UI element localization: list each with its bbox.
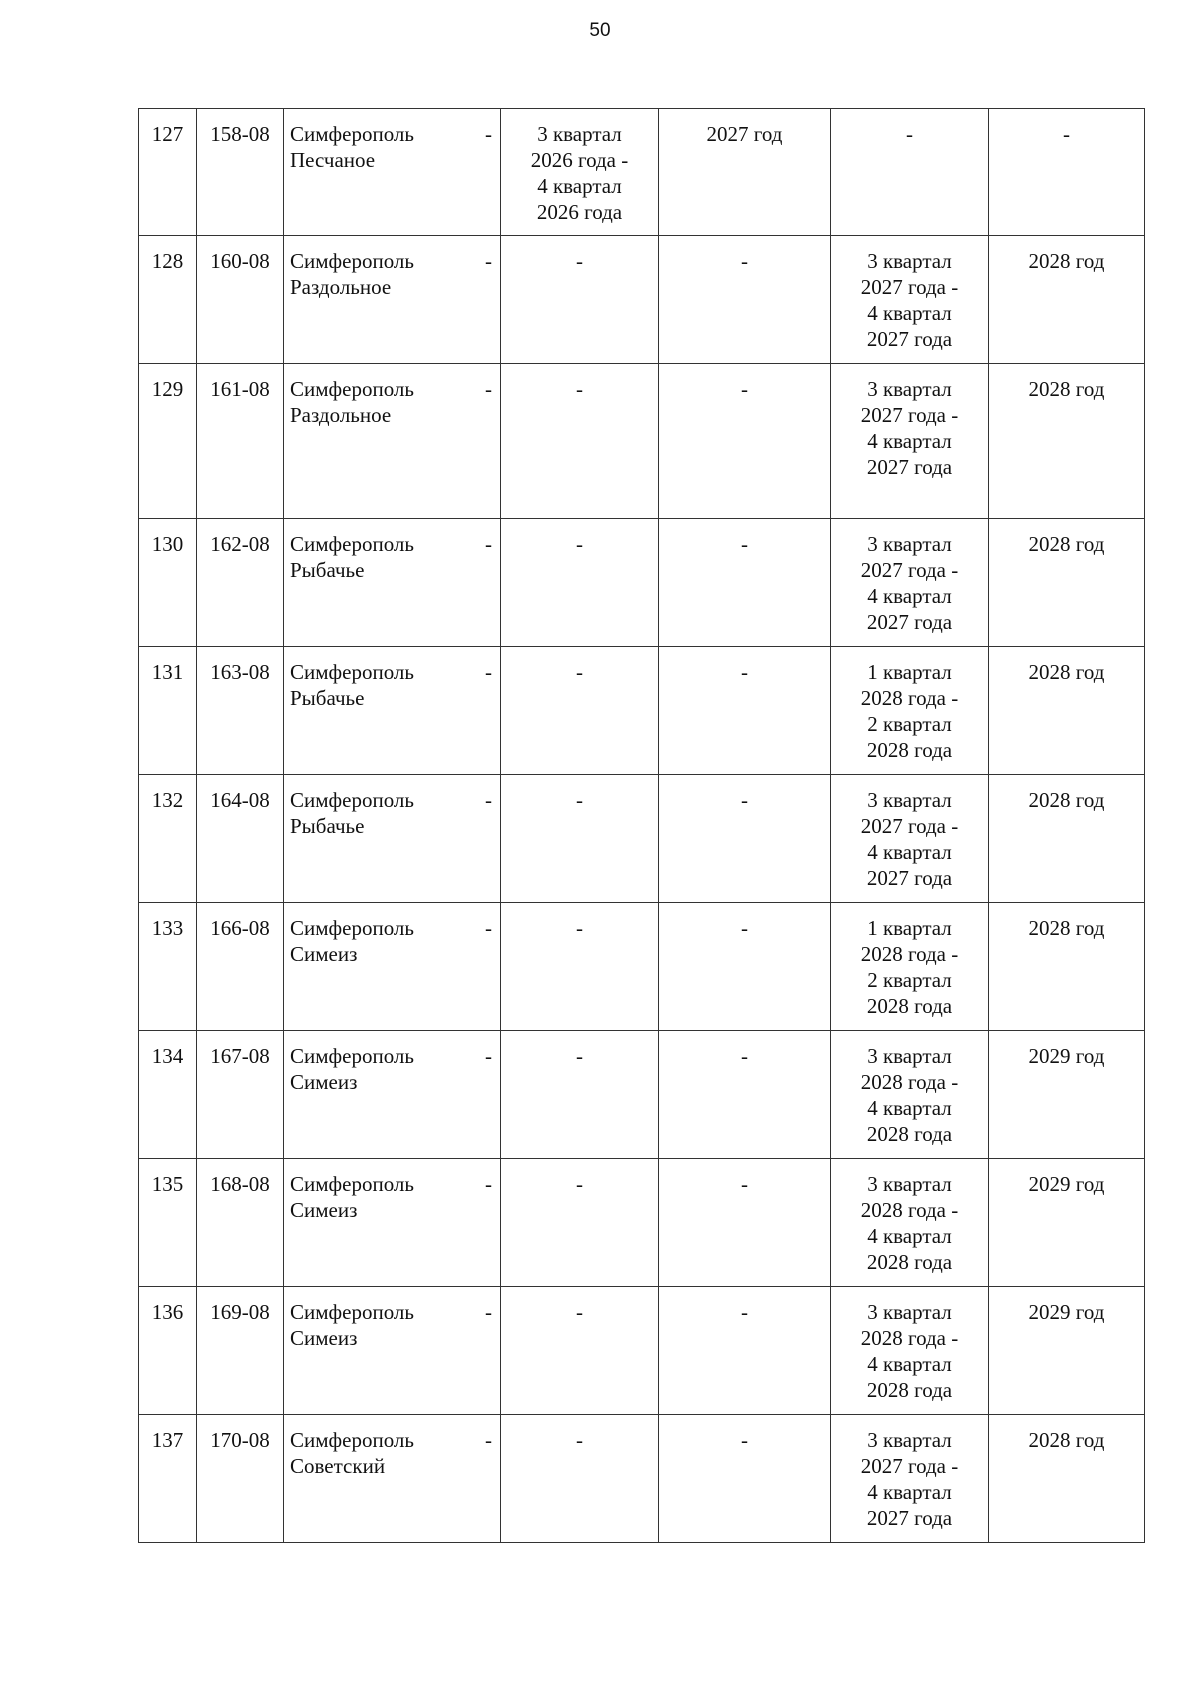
period-cell: [989, 1031, 1145, 1159]
route-code-cell: [197, 1287, 284, 1415]
route-name-cell: [284, 1031, 501, 1159]
route-code-cell: [197, 1415, 284, 1543]
period-cell: [659, 236, 831, 364]
table-row: [139, 775, 1145, 903]
period-text: 2027 года -: [860, 558, 959, 582]
period-cell: [989, 109, 1145, 236]
period-text: 2026 года -: [530, 148, 629, 172]
table-row: [139, 109, 1145, 236]
route-code: 163-08: [210, 660, 270, 684]
route-name-cell: [284, 519, 501, 647]
period-cell: [989, 519, 1145, 647]
period-text: 1 квартал: [867, 916, 952, 940]
route-separator: -: [485, 788, 492, 812]
period-cell: [501, 364, 659, 519]
route-destination: Песчаное: [290, 148, 376, 172]
row-number: 133: [151, 916, 184, 940]
period-text: 4 квартал: [867, 1352, 952, 1376]
table-row: [139, 519, 1145, 647]
period-text: 3 квартал: [867, 249, 952, 273]
table-row: [139, 647, 1145, 775]
period-cell: [831, 1415, 989, 1543]
period-text: 2027 года -: [860, 403, 959, 427]
period-text: 2026 года: [536, 200, 623, 224]
period-text: 4 квартал: [867, 1224, 952, 1248]
row-number-cell: [139, 647, 197, 775]
period-text: 3 квартал: [867, 377, 952, 401]
period-cell: [659, 109, 831, 236]
period-text: 3 квартал: [867, 788, 952, 812]
period-text: 1 квартал: [867, 660, 952, 684]
period-cell: [501, 1287, 659, 1415]
period-cell: [989, 775, 1145, 903]
period-text: 3 квартал: [867, 532, 952, 556]
period-cell: [659, 1287, 831, 1415]
route-destination: Симеиз: [290, 1070, 358, 1094]
period-text: 2027 года: [866, 1506, 953, 1530]
route-code-cell: [197, 1159, 284, 1287]
route-destination: Раздольное: [290, 275, 392, 299]
route-code-cell: [197, 775, 284, 903]
period-text: -: [906, 122, 913, 146]
period-text: 2028 год: [1028, 660, 1105, 684]
route-origin: Симферополь: [290, 377, 414, 401]
period-text: 2027 года: [866, 866, 953, 890]
period-text: -: [576, 1428, 583, 1452]
period-cell: [989, 1159, 1145, 1287]
period-text: 2029 год: [1028, 1044, 1105, 1068]
route-separator: -: [485, 1428, 492, 1452]
period-text: 2028 года: [866, 1250, 953, 1274]
period-text: -: [741, 916, 748, 940]
route-origin: Симферополь: [290, 916, 414, 940]
period-cell: [501, 236, 659, 364]
table-row: [139, 903, 1145, 1031]
route-destination: Симеиз: [290, 942, 358, 966]
route-destination: Рыбачье: [290, 686, 365, 710]
route-separator: -: [485, 1172, 492, 1196]
period-text: 2028 года -: [860, 942, 959, 966]
period-text: -: [741, 249, 748, 273]
period-text: 2028 год: [1028, 916, 1105, 940]
period-text: -: [741, 1044, 748, 1068]
period-cell: [831, 647, 989, 775]
route-separator: -: [485, 377, 492, 401]
period-text: 2028 года: [866, 738, 953, 762]
period-text: 3 квартал: [867, 1044, 952, 1068]
period-text: 2028 год: [1028, 249, 1105, 273]
period-text: 2028 года -: [860, 1070, 959, 1094]
period-text: 2 квартал: [867, 712, 952, 736]
route-separator: -: [485, 916, 492, 940]
period-text: -: [741, 1428, 748, 1452]
row-number-cell: [139, 519, 197, 647]
period-text: 2028 года: [866, 1378, 953, 1402]
period-cell: [831, 519, 989, 647]
period-text: -: [741, 660, 748, 684]
table-row: [139, 1159, 1145, 1287]
route-origin: Симферополь: [290, 249, 414, 273]
row-number: 129: [151, 377, 184, 401]
period-text: 3 квартал: [537, 122, 622, 146]
route-code: 168-08: [210, 1172, 270, 1196]
period-cell: [831, 236, 989, 364]
period-text: 2028 года -: [860, 1326, 959, 1350]
route-origin: Симферополь: [290, 532, 414, 556]
period-text: 2028 год: [1028, 788, 1105, 812]
period-text: -: [1063, 122, 1070, 146]
period-text: 2028 год: [1028, 1428, 1105, 1452]
route-origin: Симферополь: [290, 1428, 414, 1452]
period-text: 2028 года -: [860, 686, 959, 710]
period-cell: [831, 364, 989, 519]
period-cell: [501, 1415, 659, 1543]
period-text: 3 квартал: [867, 1428, 952, 1452]
period-cell: [501, 1031, 659, 1159]
route-destination: Советский: [290, 1454, 386, 1478]
route-code: 161-08: [210, 377, 270, 401]
route-origin: Симферополь: [290, 660, 414, 684]
period-text: 2 квартал: [867, 968, 952, 992]
route-origin: Симферополь: [290, 122, 414, 146]
table-row: [139, 364, 1145, 519]
route-separator: -: [485, 1044, 492, 1068]
period-text: -: [741, 1172, 748, 1196]
period-text: 2029 год: [1028, 1172, 1105, 1196]
route-separator: -: [485, 122, 492, 146]
period-cell: [659, 1159, 831, 1287]
route-code-cell: [197, 519, 284, 647]
route-name-cell: [284, 364, 501, 519]
period-cell: [501, 1159, 659, 1287]
period-text: 2027 года -: [860, 1454, 959, 1478]
period-cell: [989, 1415, 1145, 1543]
period-text: 2027 года: [866, 455, 953, 479]
route-destination: Симеиз: [290, 1326, 358, 1350]
period-text: -: [741, 1300, 748, 1324]
period-text: 4 квартал: [867, 301, 952, 325]
route-code: 169-08: [210, 1300, 270, 1324]
row-number: 137: [151, 1428, 184, 1452]
period-text: -: [576, 1300, 583, 1324]
period-text: 2027 года -: [860, 275, 959, 299]
period-text: -: [576, 916, 583, 940]
table-row: [139, 1415, 1145, 1543]
row-number: 128: [151, 249, 184, 273]
row-number-cell: [139, 903, 197, 1031]
route-origin: Симферополь: [290, 788, 414, 812]
route-destination: Симеиз: [290, 1198, 358, 1222]
period-text: 2028 год: [1028, 532, 1105, 556]
period-text: -: [741, 532, 748, 556]
period-cell: [989, 647, 1145, 775]
route-code-cell: [197, 364, 284, 519]
period-text: 2027 года: [866, 327, 953, 351]
period-cell: [659, 1031, 831, 1159]
period-cell: [659, 903, 831, 1031]
period-cell: [501, 109, 659, 236]
table-row: [139, 1031, 1145, 1159]
period-cell: [989, 1287, 1145, 1415]
row-number: 134: [151, 1044, 184, 1068]
route-code-cell: [197, 1031, 284, 1159]
route-name-cell: [284, 903, 501, 1031]
period-text: -: [576, 377, 583, 401]
route-name-cell: [284, 1415, 501, 1543]
period-cell: [831, 1159, 989, 1287]
row-number: 132: [151, 788, 184, 812]
page-number: 50: [589, 20, 611, 41]
table-row: [139, 1287, 1145, 1415]
route-code: 160-08: [210, 249, 270, 273]
row-number-cell: [139, 109, 197, 236]
row-number-cell: [139, 1415, 197, 1543]
period-text: -: [741, 377, 748, 401]
period-text: -: [576, 660, 583, 684]
period-cell: [501, 775, 659, 903]
period-cell: [989, 364, 1145, 519]
row-number: 130: [151, 532, 184, 556]
period-cell: [659, 364, 831, 519]
period-cell: [831, 775, 989, 903]
route-destination: Раздольное: [290, 403, 392, 427]
period-text: 2027 год: [706, 122, 783, 146]
period-text: 2028 года -: [860, 1198, 959, 1222]
period-text: 3 квартал: [867, 1300, 952, 1324]
period-text: 2029 год: [1028, 1300, 1105, 1324]
period-text: -: [576, 1044, 583, 1068]
route-code-cell: [197, 109, 284, 236]
route-destination: Рыбачье: [290, 558, 365, 582]
route-code: 166-08: [210, 916, 270, 940]
period-text: 2028 года: [866, 1122, 953, 1146]
route-code: 162-08: [210, 532, 270, 556]
route-separator: -: [485, 249, 492, 273]
route-code: 164-08: [210, 788, 270, 812]
route-code-cell: [197, 236, 284, 364]
route-code: 167-08: [210, 1044, 270, 1068]
row-number-cell: [139, 1287, 197, 1415]
period-text: 2028 год: [1028, 377, 1105, 401]
route-name-cell: [284, 109, 501, 236]
route-origin: Симферополь: [290, 1044, 414, 1068]
route-destination: Рыбачье: [290, 814, 365, 838]
period-cell: [501, 519, 659, 647]
row-number-cell: [139, 236, 197, 364]
row-number: 135: [151, 1172, 184, 1196]
period-text: -: [576, 532, 583, 556]
row-number-cell: [139, 775, 197, 903]
period-text: 2027 года: [866, 610, 953, 634]
route-code-cell: [197, 647, 284, 775]
period-cell: [659, 775, 831, 903]
route-separator: -: [485, 1300, 492, 1324]
period-cell: [831, 1031, 989, 1159]
period-cell: [831, 109, 989, 236]
period-cell: [659, 647, 831, 775]
route-origin: Симферополь: [290, 1300, 414, 1324]
route-name-cell: [284, 647, 501, 775]
row-number: 127: [151, 122, 184, 146]
period-text: 3 квартал: [867, 1172, 952, 1196]
period-text: 4 квартал: [867, 584, 952, 608]
route-code: 158-08: [210, 122, 270, 146]
period-text: 4 квартал: [867, 1096, 952, 1120]
route-separator: -: [485, 532, 492, 556]
route-code: 170-08: [210, 1428, 270, 1452]
schedule-table: [138, 108, 1145, 1543]
period-text: -: [741, 788, 748, 812]
period-cell: [659, 1415, 831, 1543]
route-name-cell: [284, 1159, 501, 1287]
period-text: 2027 года -: [860, 814, 959, 838]
period-cell: [989, 236, 1145, 364]
period-text: 2028 года: [866, 994, 953, 1018]
table-row: [139, 236, 1145, 364]
row-number: 131: [151, 660, 184, 684]
period-cell: [501, 647, 659, 775]
route-name-cell: [284, 775, 501, 903]
row-number-cell: [139, 1159, 197, 1287]
route-origin: Симферополь: [290, 1172, 414, 1196]
route-name-cell: [284, 236, 501, 364]
period-text: 4 квартал: [867, 1480, 952, 1504]
period-text: 4 квартал: [867, 840, 952, 864]
route-separator: -: [485, 660, 492, 684]
period-cell: [831, 903, 989, 1031]
period-text: -: [576, 1172, 583, 1196]
period-text: 4 квартал: [537, 174, 622, 198]
row-number-cell: [139, 364, 197, 519]
row-number: 136: [151, 1300, 184, 1324]
route-code-cell: [197, 903, 284, 1031]
row-number-cell: [139, 1031, 197, 1159]
period-cell: [989, 903, 1145, 1031]
period-cell: [831, 1287, 989, 1415]
period-text: 4 квартал: [867, 429, 952, 453]
period-cell: [659, 519, 831, 647]
period-text: -: [576, 788, 583, 812]
route-name-cell: [284, 1287, 501, 1415]
period-cell: [501, 903, 659, 1031]
period-text: -: [576, 249, 583, 273]
